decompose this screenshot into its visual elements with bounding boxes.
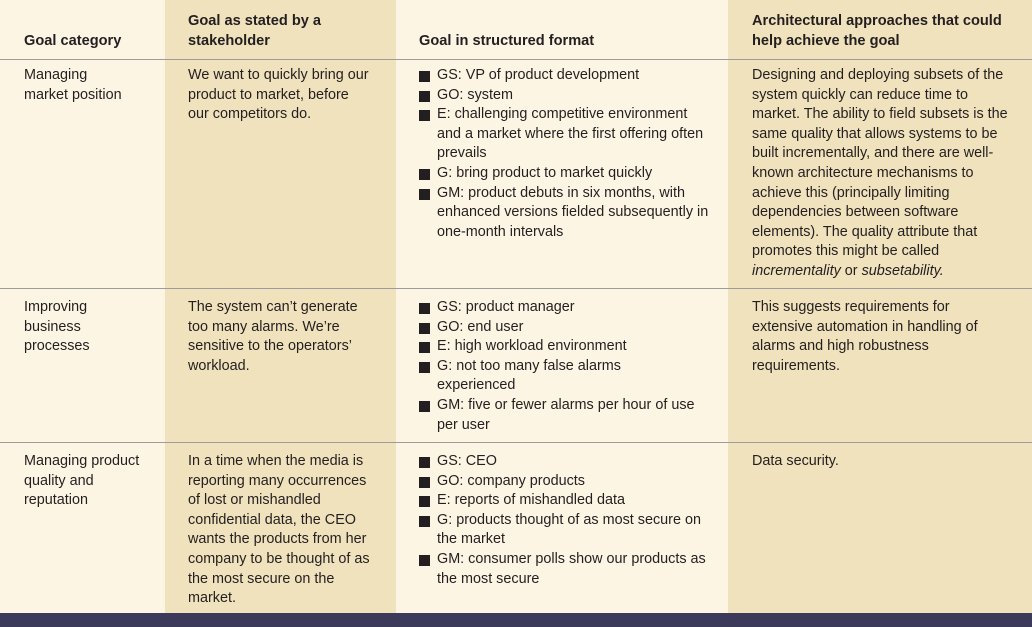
list-item: GS: VP of product development [419, 66, 713, 86]
row3-category: Managing product quality and reputation [24, 453, 140, 509]
row1-approach-or: or [844, 262, 858, 279]
list-item: G: bring product to market quickly [419, 164, 713, 184]
list-item: E: high workload environment [419, 337, 713, 357]
list-item: GO: system [419, 86, 713, 106]
list-item: GM: consumer polls show our products as the most secure [419, 550, 713, 589]
row2-approach: This suggests requirements for extensive automation in handling of alarms and high robustness requirements. [752, 299, 978, 374]
row2-stated: The system can’t generate too many alarms. We’re sensitive to the operators’ workload. [188, 299, 358, 374]
row-divider [0, 59, 1032, 60]
footer-bar [0, 613, 1032, 627]
row1-approach [752, 66, 1017, 282]
row1-approach-text: Designing and deploying subsets of the system quickly can reduce time to market. The ability to field subsets is the same quality that allows systems to be built incrementally, and there are well-known architecture mechanisms to achieve this (principally limiting dependencies between software elements). The quality attribute that promotes this might be called [752, 67, 1008, 260]
row1-approach-term2: subsetability. [861, 262, 944, 279]
row1-stated: We want to quickly bring our product to market, before our competitors do. [188, 67, 369, 123]
list-item: GM: five or fewer alarms per hour of use per user [419, 396, 713, 435]
list-item: GS: product manager [419, 298, 713, 318]
list-item: E: challenging competitive environment and a market where the first offering often prevails [419, 105, 713, 164]
list-item: G: not too many false alarms experienced [419, 357, 637, 396]
row1-structured [419, 66, 713, 242]
list-item: GS: CEO [419, 452, 713, 472]
header-goal-stated: Goal as stated by a stakeholder [188, 13, 322, 49]
list-item: GO: end user [419, 318, 713, 338]
list-item: GO: company products [419, 472, 713, 492]
list-item: GM: product debuts in six months, with enhanced versions fielded subsequently in one-month intervals [419, 184, 713, 243]
list-item: G: products thought of as most secure on the market [419, 511, 713, 550]
row3-approach: Data security. [752, 453, 839, 469]
row2-structured [419, 298, 713, 435]
header-goal-structured: Goal in structured format [419, 33, 595, 49]
row3-structured [419, 452, 713, 589]
row3-stated: In a time when the media is reporting many occurrences of lost or mishandled confidential data, the CEO wants the products from her company to be thought of as the most secure on the market. [188, 453, 370, 607]
row1-category: Managing market position [24, 67, 122, 103]
header-approaches: Architectural approaches that could help achieve the goal [752, 13, 1002, 49]
row-divider [0, 442, 1032, 443]
row1-approach-term1: incrementality [752, 262, 841, 279]
row2-category: Improving business processes [24, 299, 90, 355]
header-goal-category: Goal category [24, 33, 122, 49]
row-divider [0, 288, 1032, 289]
list-item: E: reports of mishandled data [419, 491, 713, 511]
